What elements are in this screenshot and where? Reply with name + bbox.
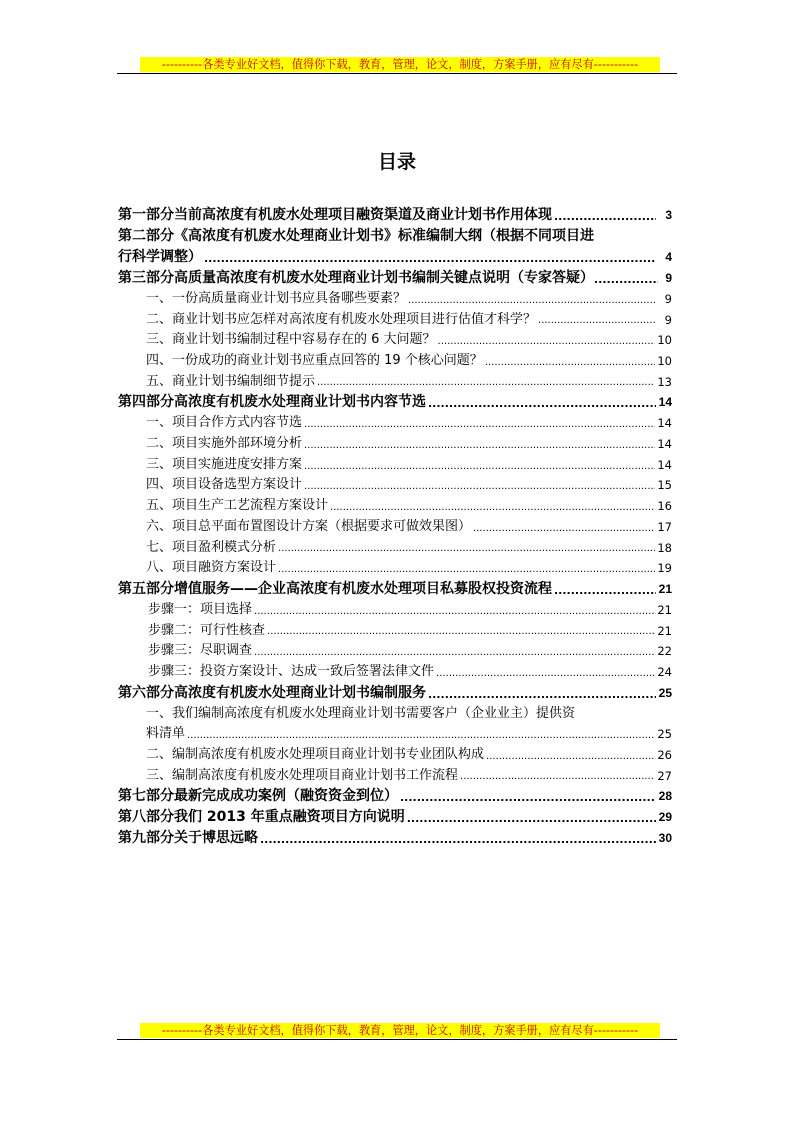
toc-entry-label-line1: 第二部分《高浓度有机废水处理商业计划书》标准编制大纲（根据不同项目进 (118, 228, 594, 244)
toc-entry-label: 第三部分高质量高浓度有机废水处理商业计划书编制关键点说明（专家答疑） (118, 270, 594, 286)
page-title: 目录 (377, 151, 416, 173)
dot-leader (187, 727, 655, 745)
toc-subentry-label: 二、商业计划书应怎样对高浓度有机废水处理项目进行估值才科学？ (146, 311, 537, 327)
toc-subentry-page: 22 (657, 644, 672, 659)
dot-leader (260, 830, 656, 849)
dot-leader (594, 270, 658, 289)
dot-leader (317, 374, 655, 392)
toc-subentry[interactable] (118, 434, 672, 455)
dot-leader (254, 644, 655, 662)
toc-subentry-label: 步骤一：项目选择 (148, 601, 253, 617)
toc-subentry-page: 26 (657, 748, 672, 763)
toc-entry-page: 29 (658, 810, 672, 825)
toc-subentry[interactable] (118, 538, 672, 559)
toc-subentry-label: 二、项目实施外部环境分析 (146, 436, 303, 452)
dot-leader (278, 561, 655, 579)
toc-subentry[interactable] (118, 351, 672, 372)
toc-subentry-page: 21 (657, 602, 672, 617)
toc-entry-page: 3 (665, 208, 672, 222)
dot-leader (438, 333, 656, 351)
toc-entry-part-7[interactable] (118, 786, 672, 807)
toc-entry-part-4[interactable] (118, 392, 672, 413)
toc-subentry[interactable] (118, 600, 672, 621)
footer-banner (0, 1023, 794, 1047)
toc-subentry[interactable] (118, 745, 672, 766)
footer-banner-text: ----------各类专业好文档，值得你下载，教育，管理，论文，制度，方案手册，应有尽有----------- (140, 1023, 660, 1038)
toc-entry-page: 28 (658, 789, 672, 804)
dot-leader (554, 207, 656, 226)
toc-subentry-page: 15 (657, 478, 672, 493)
toc-subentry-label: 三、编制高浓度有机废水处理项目商业计划书工作流程 (146, 767, 459, 783)
toc-entry-part-2-cont[interactable] (118, 247, 672, 268)
toc-subentry-label: 三、商业计划书编制过程中容易存在的 6 大问题？ (146, 332, 436, 348)
toc-entry-page: 14 (658, 395, 672, 410)
toc-subentry-label: 五、项目生产工艺流程方案设计 (146, 498, 329, 514)
toc-entry-part-2[interactable] (118, 226, 672, 247)
toc-entry-part-3[interactable] (118, 268, 672, 289)
toc-subentry-label: 四、项目设备选型方案设计 (146, 477, 303, 493)
toc-subentry-label: 二、编制高浓度有机废水处理项目商业计划书专业团队构成 (146, 747, 485, 763)
toc-subentry-page: 9 (664, 291, 672, 306)
toc-subentry-page: 17 (657, 519, 672, 534)
toc-entry-label: 第六部分高浓度有机废水处理商业计划书编制服务 (118, 684, 426, 701)
header-banner-text: ----------各类专业好文档，值得你下载，教育，管理，论文，制度，方案手册，应有尽有----------- (140, 57, 660, 72)
toc-entry-page: 25 (658, 685, 672, 700)
dot-leader (304, 478, 655, 496)
dot-leader (408, 292, 656, 310)
toc-subentry-page: 14 (657, 457, 672, 472)
toc-subentry-page: 24 (657, 664, 672, 679)
dot-leader (436, 665, 655, 683)
toc-subentry[interactable] (118, 455, 672, 476)
toc-subentry-label: 步骤三：投资方案设计、达成一致后签署法律文件 (148, 663, 435, 679)
toc-entry-part-1[interactable] (118, 205, 672, 226)
toc-entry-label: 第一部分当前高浓度有机废水处理项目融资渠道及商业计划书作用体现 (118, 207, 552, 223)
dot-leader (473, 520, 655, 538)
toc-subentry-page: 27 (657, 768, 672, 783)
toc-entry-label: 第九部分关于博思远略 (118, 830, 258, 847)
toc-subentry[interactable] (118, 330, 672, 351)
dot-leader (538, 312, 656, 330)
toc-subentry-page: 14 (657, 437, 672, 452)
toc-subentry[interactable] (118, 517, 672, 538)
toc-subentry[interactable] (118, 372, 672, 393)
toc-subentry-page: 9 (664, 312, 672, 327)
toc-subentry-wrapped[interactable] (118, 704, 672, 725)
toc-subentry[interactable] (118, 413, 672, 434)
toc-subentry-label: 三、项目实施进度安排方案 (146, 456, 303, 472)
toc-subentry-label: 步骤二：可行性核查 (148, 622, 266, 638)
dot-leader (267, 623, 655, 641)
dot-leader (554, 581, 656, 600)
table-of-contents (118, 205, 672, 849)
toc-subentry-page: 13 (657, 374, 672, 389)
dot-leader (486, 748, 655, 766)
dot-leader (304, 437, 655, 455)
toc-subentry-label: 五、商业计划书编制细节提示 (146, 373, 316, 389)
toc-subentry[interactable] (118, 558, 672, 579)
toc-subentry[interactable] (118, 476, 672, 497)
toc-entry-label: 第五部分增值服务——企业高浓度有机废水处理项目私募股权投资流程 (118, 580, 552, 597)
dot-leader (304, 416, 655, 434)
toc-entry-part-5[interactable] (118, 579, 672, 600)
toc-subentry-label: 四、一份成功的商业计划书应重点回答的 19 个核心问题？ (146, 353, 483, 369)
toc-entry-label-line2: 行科学调整） (118, 249, 202, 265)
dot-leader (204, 249, 656, 268)
toc-subentry-label: 七、项目盈利模式分析 (146, 539, 277, 555)
toc-subentry-label: 一、项目合作方式内容节选 (146, 415, 303, 431)
toc-subentry[interactable] (118, 641, 672, 662)
header-banner (0, 57, 794, 81)
toc-subentry-page: 10 (657, 354, 672, 369)
toc-subentry-page: 21 (657, 623, 672, 638)
toc-subentry-page: 19 (657, 561, 672, 576)
toc-subentry[interactable] (118, 766, 672, 787)
toc-entry-page: 4 (665, 250, 672, 264)
toc-subentry-page: 25 (657, 727, 672, 742)
toc-subentry[interactable] (118, 621, 672, 642)
toc-entry-page: 30 (658, 831, 672, 846)
footer-rule (117, 1039, 677, 1040)
dot-leader (407, 809, 656, 828)
toc-entry-page: 9 (665, 271, 672, 285)
dot-leader (330, 499, 655, 517)
toc-subentry-page: 16 (657, 499, 672, 514)
header-rule (117, 73, 677, 74)
toc-subentry-label: 八、项目融资方案设计 (146, 560, 277, 576)
toc-entry-page: 21 (658, 581, 672, 596)
toc-subentry-label: 一、一份高质量商业计划书应具备哪些要素？ (146, 290, 407, 306)
toc-subentry-label-line2: 料清单 (146, 726, 186, 742)
toc-subentry[interactable] (118, 496, 672, 517)
toc-subentry[interactable] (118, 662, 672, 683)
toc-subentry[interactable] (118, 310, 672, 331)
toc-subentry-label: 步骤三：尽职调查 (148, 643, 253, 659)
toc-subentry-wrapped-cont[interactable] (118, 724, 672, 745)
toc-subentry-label-line1: 一、我们编制高浓度有机废水处理商业计划书需要客户（企业业主）提供资 (146, 705, 576, 721)
toc-subentry-page: 14 (657, 416, 672, 431)
toc-entry-label: 第八部分我们 2013 年重点融资项目方向说明 (118, 809, 405, 826)
toc-subentry-page: 18 (657, 540, 672, 555)
toc-entry-label: 第七部分最新完成成功案例（融资资金到位） (118, 788, 398, 805)
toc-entry-part-6[interactable] (118, 683, 672, 704)
dot-leader (304, 458, 655, 476)
toc-entry-part-8[interactable] (118, 807, 672, 828)
dot-leader (400, 788, 656, 807)
dot-leader (428, 685, 656, 704)
toc-subentry-page: 10 (657, 333, 672, 348)
dot-leader (485, 354, 656, 372)
dot-leader (254, 603, 655, 621)
dot-leader (460, 768, 655, 786)
dot-leader (428, 394, 656, 413)
toc-entry-label: 第四部分高浓度有机废水处理商业计划书内容节选 (118, 394, 426, 411)
dot-leader (278, 540, 655, 558)
toc-subentry-label: 六、项目总平面布置图设计方案（根据要求可做效果图） (146, 518, 472, 534)
toc-subentry[interactable] (118, 289, 672, 310)
toc-entry-part-9[interactable] (118, 828, 672, 849)
